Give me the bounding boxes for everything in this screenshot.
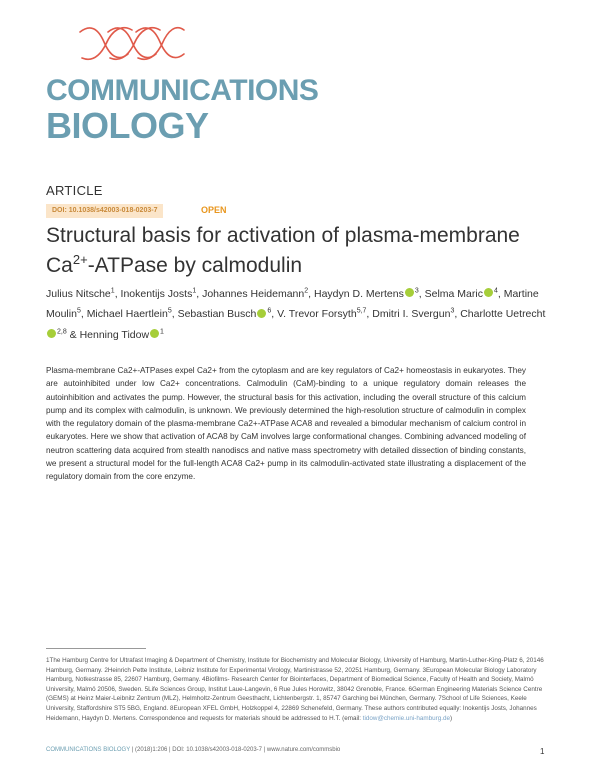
author-separator: , xyxy=(366,308,370,320)
author-name[interactable] xyxy=(178,308,275,320)
open-access-label: OPEN xyxy=(201,205,227,215)
journal-logo-mark xyxy=(78,18,186,66)
journal-name-line2: BIOLOGY xyxy=(46,105,209,146)
author-separator: , xyxy=(418,287,422,300)
author-name-text: Selma Maric xyxy=(424,287,483,300)
author-affiliation-marker: 5 xyxy=(167,307,172,315)
author-name[interactable] xyxy=(277,308,369,320)
title-part1: Structural basis for activation of plasma-membrane Ca xyxy=(46,224,520,277)
footer-journal-name: COMMUNICATIONS BIOLOGY xyxy=(46,747,131,753)
orcid-icon[interactable] xyxy=(484,288,493,297)
author-separator: , xyxy=(196,287,200,300)
author-name-text: Johannes Heidemann xyxy=(202,287,305,300)
title-superscript: 2+ xyxy=(72,252,88,267)
correspondence-email-link[interactable]: tidow@chemie.uni-hamburg.de xyxy=(362,714,451,722)
author-name-text: Michael Haertlein xyxy=(86,308,168,320)
article-title xyxy=(46,224,566,278)
author-separator: , xyxy=(271,308,275,320)
author-affiliation-marker: 1 xyxy=(110,287,115,294)
orcid-icon[interactable] xyxy=(150,329,159,338)
author-name-text: Haydyn D. Mertens xyxy=(313,287,404,300)
author-name-text: Sebastian Busch xyxy=(177,308,257,320)
author-name[interactable] xyxy=(372,308,457,320)
orcid-icon[interactable] xyxy=(405,288,414,297)
author-name-text: Charlotte Uetrecht xyxy=(460,308,546,320)
author-separator: , xyxy=(454,308,458,320)
author-name[interactable] xyxy=(202,288,311,300)
title-part2: -ATPase by calmodulin xyxy=(87,254,303,277)
author-affiliation-marker: 6 xyxy=(267,307,272,315)
author-separator: , xyxy=(497,287,501,300)
author-affiliation-marker: 3 xyxy=(450,307,455,315)
author-name[interactable] xyxy=(314,288,422,300)
author-separator: , xyxy=(171,308,175,320)
author-name-text: Inokentijs Josts xyxy=(120,287,193,300)
author-affiliation-marker: 2 xyxy=(304,287,309,294)
author-affiliation-marker: 2,8 xyxy=(57,328,67,335)
author-name[interactable] xyxy=(87,308,175,320)
author-name-text: V. Trevor Forsyth xyxy=(277,308,357,320)
footer-citation: | (2018)1:206 | DOI: 10.1038/s42003-018-0203-7 | www.nature.com/commsbio xyxy=(130,747,341,753)
author-name[interactable] xyxy=(46,288,118,300)
page-footer xyxy=(46,747,551,753)
author-name-text: Julius Nitsche xyxy=(46,287,111,300)
author-affiliation-marker: 5 xyxy=(76,307,81,315)
author-separator: , xyxy=(80,308,84,320)
author-affiliation-marker: 5,7 xyxy=(356,307,367,315)
author-affiliation-marker: 1 xyxy=(192,287,197,294)
abstract: Plasma-membrane Ca2+-ATPases expel Ca2+ from the cytoplasm and are key regulators of Ca2+ homeostasis in eukaryotes. They are autoinhibited under low Ca2+ concentrations. Calmodulin (CaM)-binding to a unique regulatory domain releases the autoinhibition and activates the pump. However, the structural basis for this activation, including the overall structure of this calcium pump and its complex with calmodulin, is unknown. We previously determined the high-resolution structure of calmodulin in complex with the regulatory domain of the plasma-membrane Ca2+-ATPase ACA8 and revealed a bimodular mechanism of calcium control in eukaryotes. Here we show that activation of ACA8 by CaM involves large conformational changes. Combining advanced modeling of neutron scattering data acquired from stealth nanodiscs and native mass spectrometry with detailed dissection of binding constants, we present a structural model for the full-length ACA8 Ca2+ pump in its calmodulin-activated state illustrating a displacement of the regulatory domain from the core enzyme. xyxy=(46,366,526,482)
author-name-text: Dmitri I. Svergun xyxy=(372,308,451,320)
author-name[interactable] xyxy=(80,329,164,341)
affiliations xyxy=(46,656,551,723)
orcid-icon[interactable] xyxy=(47,329,56,338)
article-type-label: ARTICLE xyxy=(46,183,103,198)
author-separator: , xyxy=(308,287,312,300)
author-name-text: Martine Moulin xyxy=(46,287,539,320)
author-affiliation-marker: 3 xyxy=(414,287,419,294)
page-number: 1 xyxy=(540,747,545,756)
author-name-text: Henning Tidow xyxy=(79,328,150,341)
author-list xyxy=(46,282,556,344)
journal-name-line1: COMMUNICATIONS xyxy=(46,74,319,107)
orcid-icon[interactable] xyxy=(257,309,266,318)
author-name[interactable] xyxy=(425,288,501,300)
author-separator: & xyxy=(66,328,77,341)
author-name[interactable] xyxy=(121,288,200,300)
author-separator: , xyxy=(114,287,118,300)
doi-link[interactable]: DOI: 10.1038/s42003-018-0203-7 xyxy=(46,204,163,218)
author-affiliation-marker: 4 xyxy=(493,287,498,294)
footnote-divider xyxy=(46,648,146,649)
author-affiliation-marker: 1 xyxy=(160,328,164,335)
affiliations-close: ) xyxy=(450,714,453,722)
affiliations-text: 1The Hamburg Centre for Ultrafast Imaging & Department of Chemistry, Institute for Biochemistry and Molecular Biology, University of Hamburg, Martin-Luther-King-Platz 6, 20146 Hamburg, Germany. 2Heinrich Pette Institute, Leibniz Institute for Experimental Virology, Martinistrasse 52, 20251 Hamburg, Germany. 3European Molecular Biology Laboratory Hamburg, Notkestrasse 85, 22607 Hamburg, Germany. 4Biofilms- Research Center for Biointerfaces, Department of Biomedical Science, Faculty of Health and Society, Malmö University, Malmö 20506, Sweden. 5Life Sciences Group, Institut Laue-Langevin, 6 Rue Jules Horowitz, 38042 Grenoble, France. 6German Engineering Materials Science Centre (GEMS) at Heinz Maier-Leibnitz Zentrum (MLZ), Helmholtz-Zentrum Geesthacht, Lichtenbergstr. 1, 85747 Garching bei München, Germany. 7School of Life Sciences, Keele University, Staffordshire ST5 5BG, England. 8European XFEL GmbH, Holzkoppel 4, 22869 Schenefeld, Germany. These authors contributed equally: Inokentijs Josts, Johannes Heidemann, Haydyn D. Mertens. Correspondence and requests for materials should be addressed to H.T. (email: xyxy=(46,657,544,722)
